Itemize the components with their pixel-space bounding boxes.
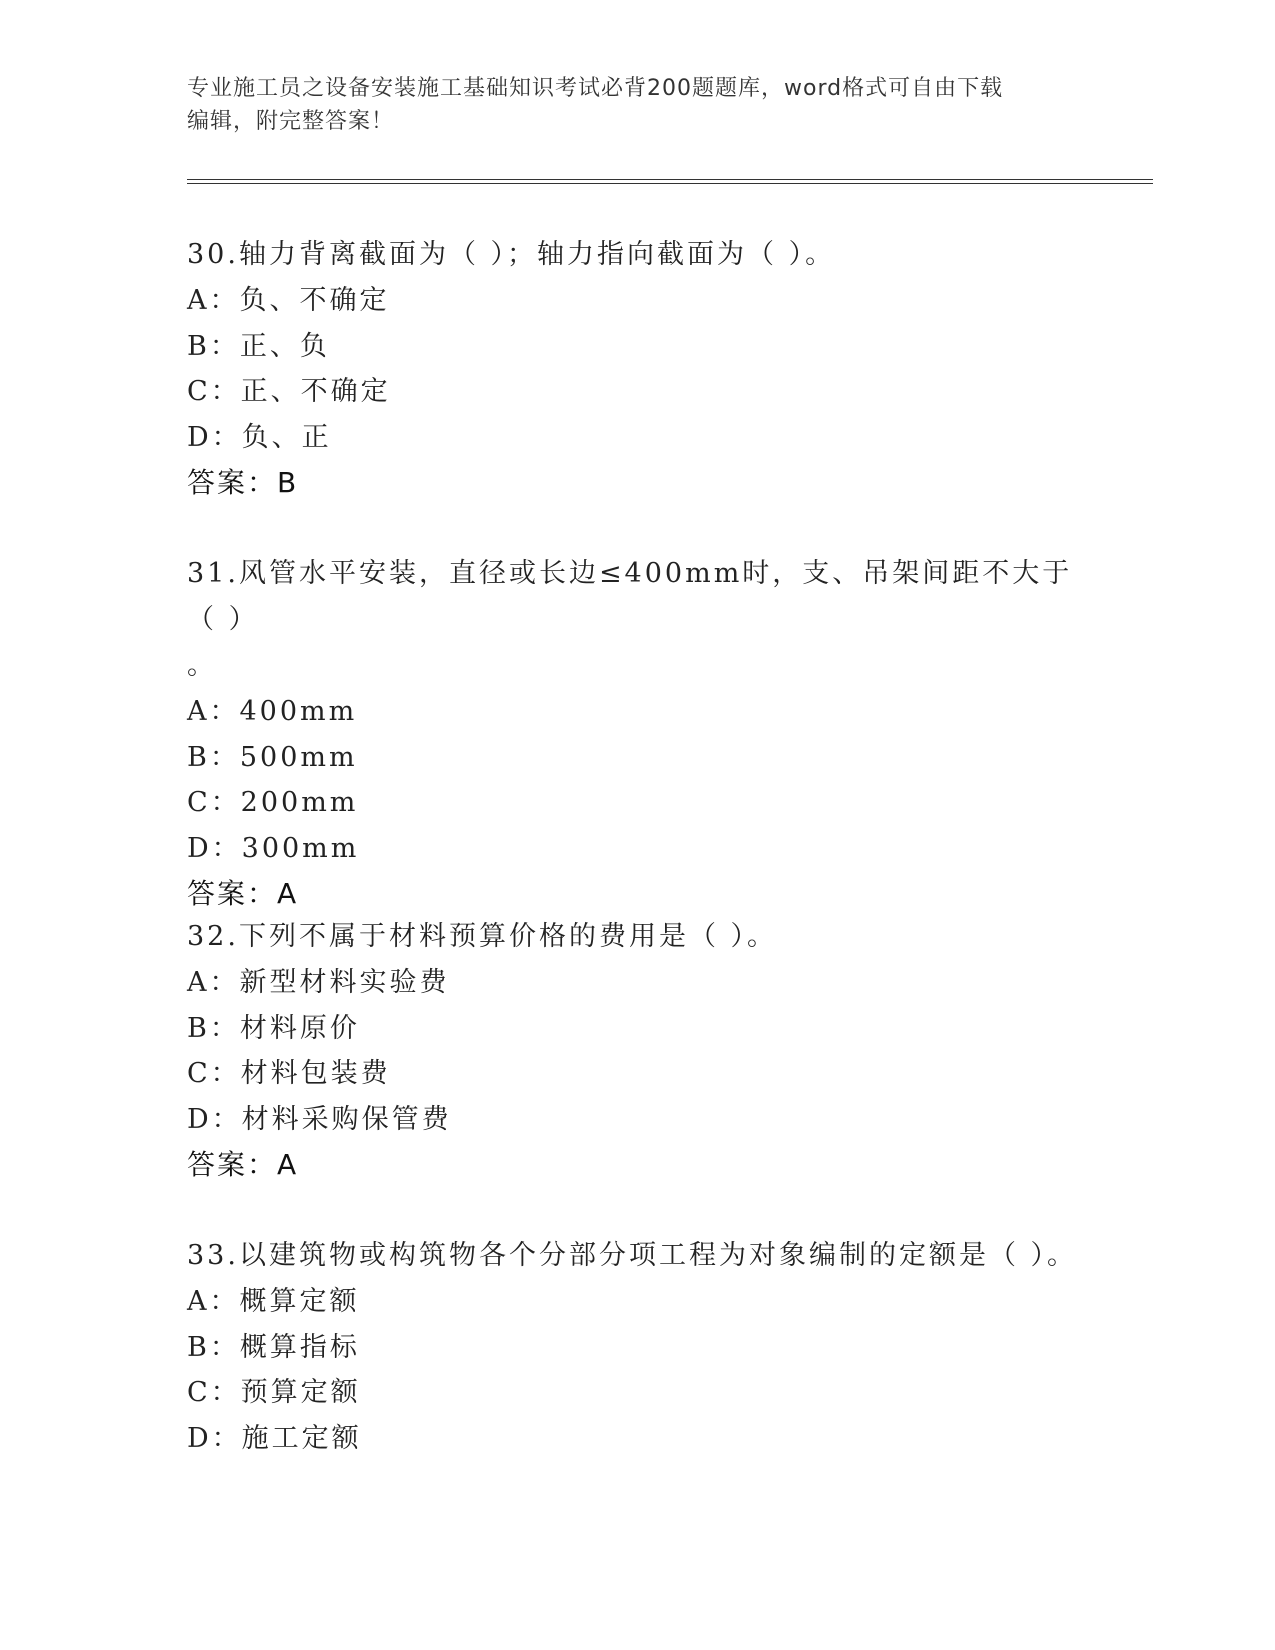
option-d: D：负、正 xyxy=(187,421,332,453)
option-b: B：正、负 xyxy=(187,330,330,362)
question-text-continuation: 。 xyxy=(187,650,214,681)
option-a: A：负、不确定 xyxy=(187,285,390,316)
option-d: D：材料采购保管费 xyxy=(187,1103,452,1135)
document-header xyxy=(187,72,1067,138)
option-c: C：材料包装费 xyxy=(187,1058,391,1089)
question-30 xyxy=(187,232,1087,506)
option-b: B：概算指标 xyxy=(187,1331,360,1363)
answer: 答案：B xyxy=(187,466,299,499)
header-line-1: 专业施工员之设备安装施工基础知识考试必背200题题库，word格式可自由下载 xyxy=(187,76,1004,101)
question-text: 31.风管水平安装，直径或长边≤400mm时，支、吊架间距不大于（ ） xyxy=(187,558,1073,635)
option-c: C：正、不确定 xyxy=(187,376,391,407)
option-b: B：材料原价 xyxy=(187,1012,360,1044)
question-32 xyxy=(187,914,1087,1188)
answer: 答案：A xyxy=(187,877,299,910)
header-divider-top xyxy=(187,179,1153,180)
question-31 xyxy=(187,551,1087,917)
option-b: B：500mm xyxy=(187,741,358,773)
option-d: D：300mm xyxy=(187,832,360,864)
option-a: A：400mm xyxy=(187,696,358,727)
question-33 xyxy=(187,1233,1087,1461)
option-c: C：预算定额 xyxy=(187,1377,361,1408)
question-text: 30.轴力背离截面为（ ）；轴力指向截面为（ ）。 xyxy=(187,239,836,270)
option-a: A：概算定额 xyxy=(187,1286,360,1317)
question-text: 33.以建筑物或构筑物各个分部分项工程为对象编制的定额是（ ）。 xyxy=(187,1240,1078,1271)
option-a: A：新型材料实验费 xyxy=(187,967,450,998)
header-line-2: 编辑，附完整答案！ xyxy=(187,109,395,134)
header-divider-bottom xyxy=(187,183,1153,184)
answer: 答案：A xyxy=(187,1148,299,1181)
question-text: 32.下列不属于材料预算价格的费用是（ ）。 xyxy=(187,921,778,952)
option-d: D：施工定额 xyxy=(187,1422,362,1454)
option-c: C：200mm xyxy=(187,787,359,818)
